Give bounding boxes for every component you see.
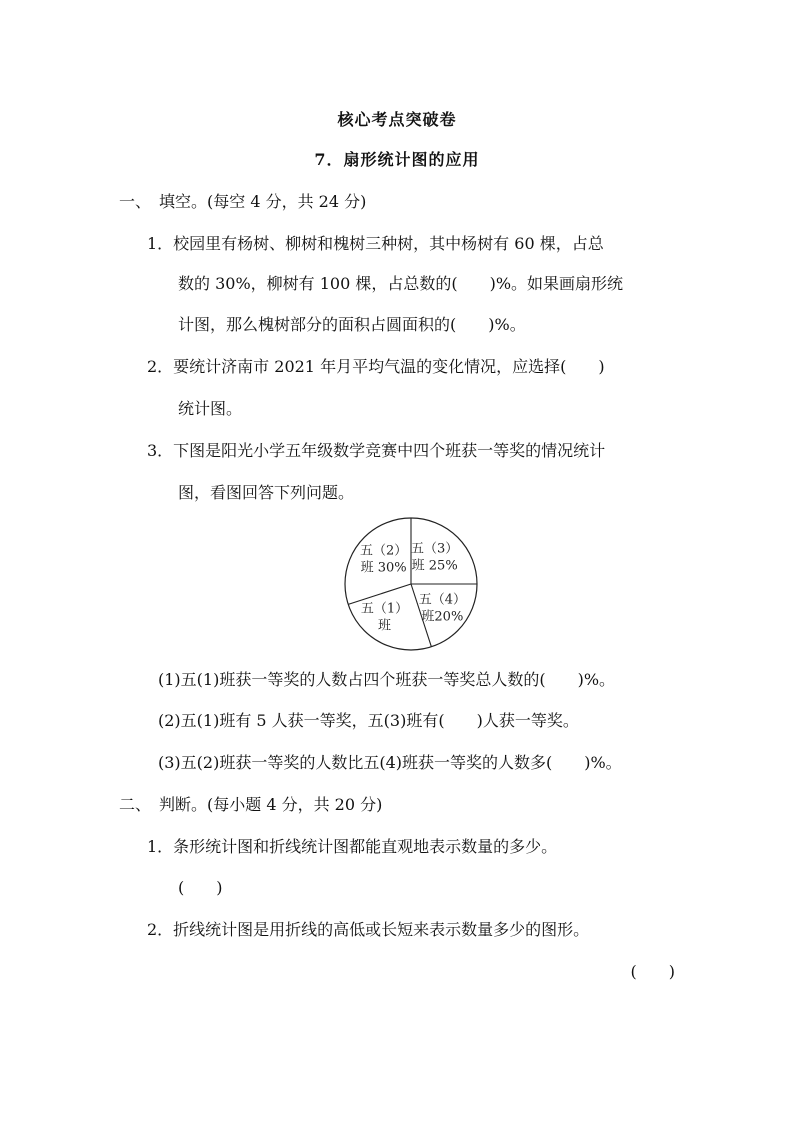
page-title: 核心考点突破卷 [337,110,457,129]
section2-heading: 二、 判断。(每小题 4 分，共 20 分) [119,795,383,814]
q3-line1: 3．下图是阳光小学五年级数学竞赛中四个班获一等奖的情况统计 [147,441,606,460]
pie-slice-label-line2: 班 30% [360,560,407,576]
section1-heading: 一、 填空。(每空 4 分，共 24 分) [119,192,367,211]
pie-chart [343,516,479,652]
judge2-line1: 2．折线统计图是用折线的高低或长短来表示数量多少的图形。 [147,920,590,939]
q3-sub3: (3)五(2)班获一等奖的人数比五(4)班获一等奖的人数多( )%。 [158,753,622,772]
q3-sub1: (1)五(1)班获一等奖的人数占四个班获一等奖总人数的( )%。 [158,670,616,689]
q1-line3: 计图，那么槐树部分的面积占圆面积的( )%。 [178,315,526,334]
q2-line1: 2．要统计济南市 2021 年月平均气温的变化情况，应选择( ) [147,357,605,376]
judge2-answer: ( ) [630,962,675,981]
pie-slice-label-line2: 班 [378,618,392,634]
judge1-line1: 1．条形统计图和折线统计图都能直观地表示数量的多少。 [147,837,558,856]
pie-slice-label-line2: 班 25% [411,558,458,574]
q1-line1: 1．校园里有杨树、柳树和槐树三种树，其中杨树有 60 棵，占总 [147,234,604,253]
pie-slice-label-line1: 五（2） [359,543,408,559]
pie-chart-svg [343,516,479,652]
pie-slice-label-line1: 五（3） [411,541,459,557]
q3-line2: 图，看图回答下列问题。 [178,483,355,502]
pie-slice-label-line2: 班20% [421,609,464,625]
q2-line2: 统计图。 [178,399,243,418]
judge1-answer: ( ) [178,878,223,897]
pie-slice-label-line1: 五（4） [418,592,467,608]
page-subtitle: 7．扇形统计图的应用 [314,150,480,169]
q1-line2: 数的 30%，柳树有 100 棵，占总数的( )%。如果画扇形统 [178,274,624,293]
pie-slice-label-line1: 五（1） [360,601,409,617]
q3-sub2: (2)五(1)班有 5 人获一等奖，五(3)班有( )人获一等奖。 [158,711,579,730]
